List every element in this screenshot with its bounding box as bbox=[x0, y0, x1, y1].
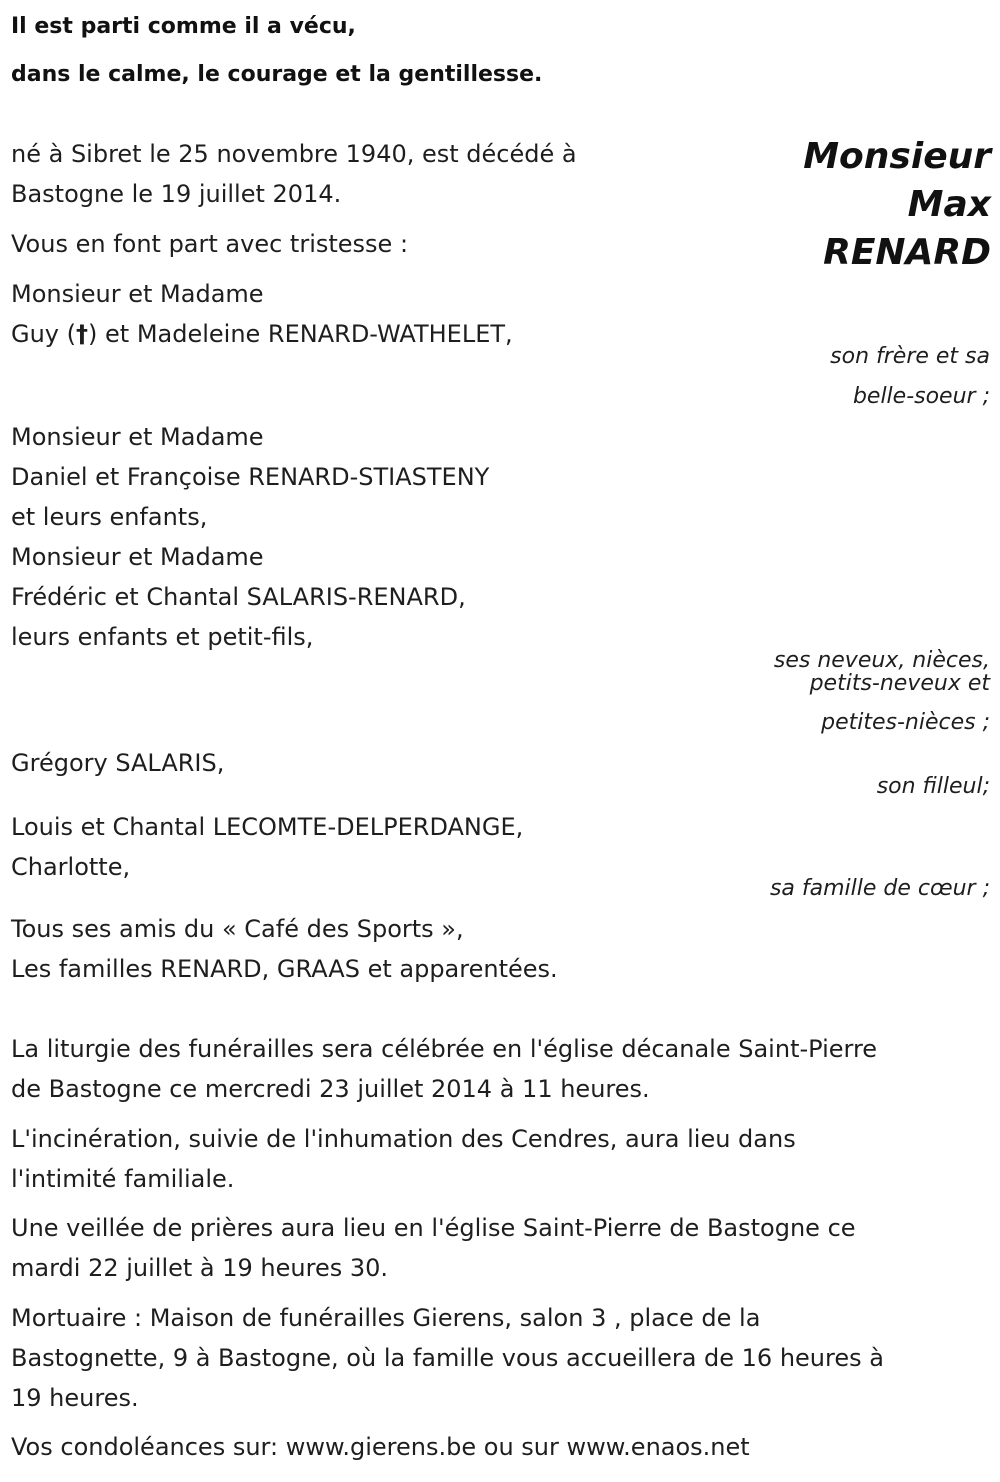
family-g3-relation-1: son filleul; bbox=[876, 774, 990, 799]
ceremony-p4-line-1: Mortuaire : Maison de funérailles Gierens, salon 3 , place de la bbox=[11, 1304, 761, 1332]
family-g2-line-4: Monsieur et Madame bbox=[11, 543, 264, 571]
ceremony-p2-line-2: l'intimité familiale. bbox=[11, 1165, 235, 1193]
ceremony-p1-line-1: La liturgie des funérailles sera célébrée en l'église décanale Saint-Pierre bbox=[11, 1035, 878, 1063]
family-g3-line-1: Grégory SALARIS, bbox=[11, 749, 225, 777]
family-g5-line-1: Tous ses amis du « Café des Sports », bbox=[11, 915, 464, 943]
epigraph-line-1: Il est parti comme il a vécu, bbox=[11, 14, 356, 39]
ceremony-p4-line-2: Bastognette, 9 à Bastogne, où la famille vous accueillera de 16 heures à bbox=[11, 1344, 884, 1372]
ceremony-p3-line-2: mardi 22 juillet à 19 heures 30. bbox=[11, 1254, 389, 1282]
ceremony-p3-line-1: Une veillée de prières aura lieu en l'église Saint-Pierre de Bastogne ce bbox=[11, 1214, 856, 1242]
intro-text: Vous en font part avec tristesse : bbox=[11, 230, 409, 258]
family-g1-line-1: Monsieur et Madame bbox=[11, 280, 264, 308]
deceased-last-name: RENARD bbox=[823, 232, 991, 273]
family-g2-line-5: Frédéric et Chantal SALARIS-RENARD, bbox=[11, 583, 466, 611]
cross-icon: † bbox=[76, 320, 89, 348]
deceased-first-name: Max bbox=[907, 184, 991, 225]
ceremony-p1-line-2: de Bastogne ce mercredi 23 juillet 2014 à 11 heures. bbox=[11, 1075, 650, 1103]
family-g4-relation-1: sa famille de cœur ; bbox=[769, 876, 990, 901]
family-g2-line-2: Daniel et Françoise RENARD-STIASTENY bbox=[11, 463, 490, 491]
deceased-title: Monsieur bbox=[803, 136, 991, 177]
family-g5-line-2: Les familles RENARD, GRAAS et apparentées. bbox=[11, 955, 558, 983]
family-g2-relation-2: petits-neveux et bbox=[809, 671, 990, 696]
ceremony-p2-line-1: L'incinération, suivie de l'inhumation des Cendres, aura lieu dans bbox=[11, 1125, 796, 1153]
family-g1-relation-2: belle-soeur ; bbox=[852, 384, 990, 409]
birth-death-line-1: né à Sibret le 25 novembre 1940, est décédé à bbox=[11, 140, 577, 168]
family-g4-line-1: Louis et Chantal LECOMTE-DELPERDANGE, bbox=[11, 813, 524, 841]
birth-death-line-2: Bastogne le 19 juillet 2014. bbox=[11, 180, 342, 208]
epigraph-line-2: dans le calme, le courage et la gentillesse. bbox=[11, 62, 543, 87]
family-g2-line-1: Monsieur et Madame bbox=[11, 423, 264, 451]
family-g2-line-6: leurs enfants et petit-fils, bbox=[11, 623, 314, 651]
family-g4-line-2: Charlotte, bbox=[11, 853, 131, 881]
family-g2-line-3: et leurs enfants, bbox=[11, 503, 208, 531]
family-g1-line-2: Guy (†) et Madeleine RENARD-WATHELET, bbox=[11, 320, 513, 348]
family-g2-relation-3: petites-nièces ; bbox=[821, 710, 990, 735]
family-g1-relation-1: son frère et sa bbox=[830, 344, 990, 369]
condolences-line: Vos condoléances sur: www.gierens.be ou sur www.enaos.net bbox=[11, 1433, 750, 1461]
ceremony-p4-line-3: 19 heures. bbox=[11, 1384, 139, 1412]
family-g2-relation-1: ses neveux, nièces, bbox=[773, 648, 990, 673]
